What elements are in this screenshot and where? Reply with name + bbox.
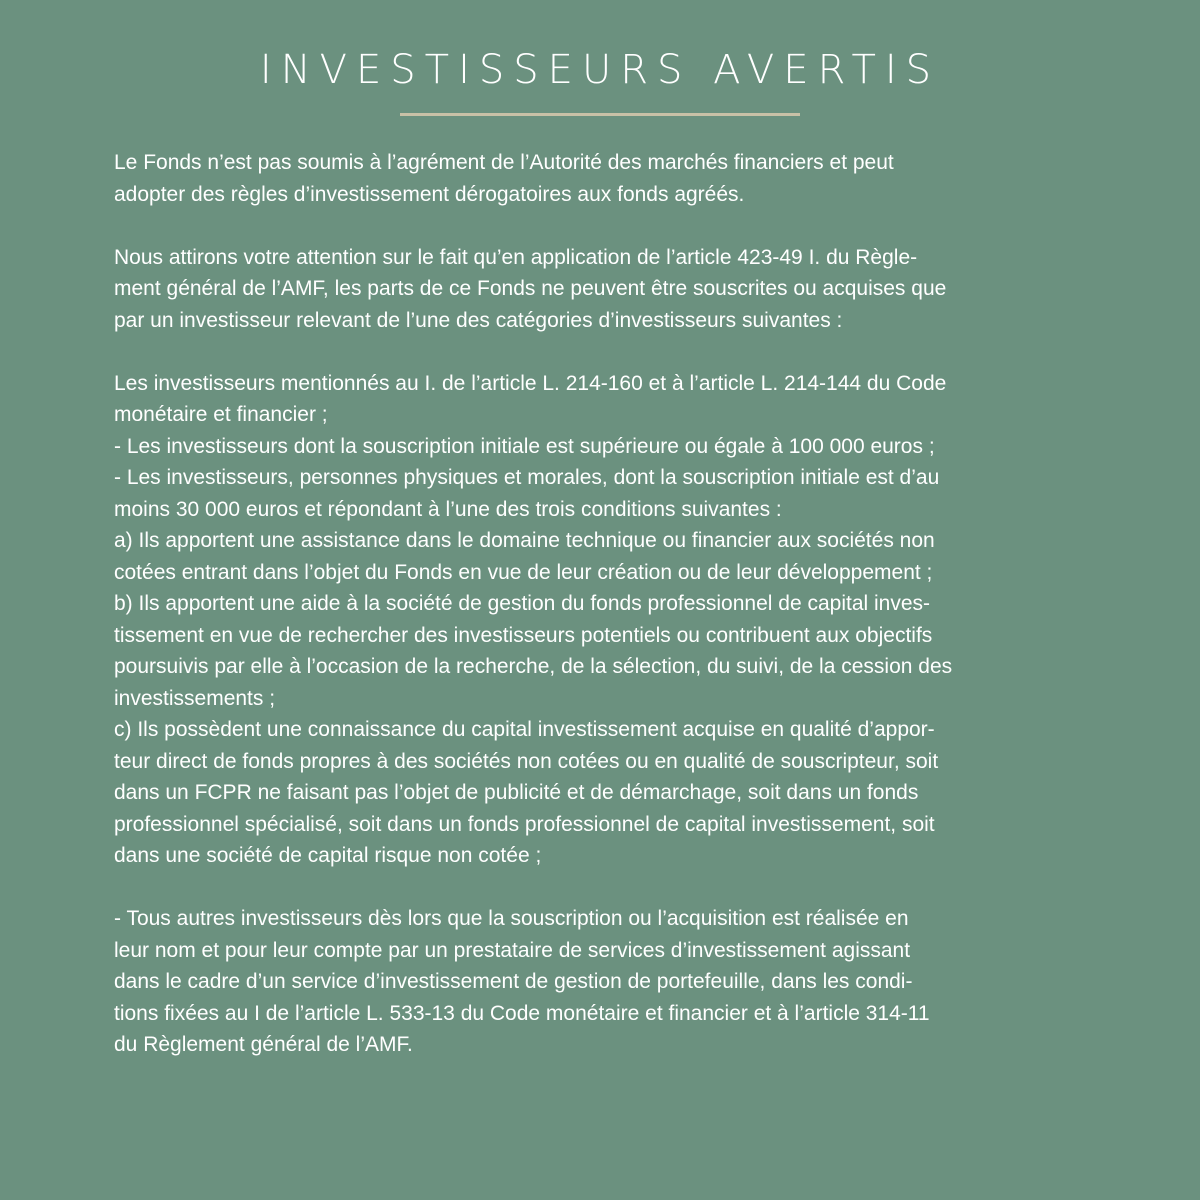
paragraph xyxy=(114,147,1094,210)
text-line: ment général de l’AMF, les parts de ce Fonds ne peuvent être souscrites ou acquises que xyxy=(114,277,947,300)
text-line: c) Ils possèdent une connaissance du capital investissement acquise en qualité d’appor- xyxy=(114,718,935,741)
text-line: - Tous autres investisseurs dès lors que la souscription ou l’acquisition est réalisée en xyxy=(114,907,909,930)
title-divider xyxy=(400,113,800,116)
body-text xyxy=(114,147,1094,1061)
text-line: adopter des règles d’investissement dérogatoires aux fonds agréés. xyxy=(114,182,745,206)
text-line: Le Fonds n’est pas soumis à l’agrément de l’Autorité des marchés financiers et peut xyxy=(114,151,894,174)
text-line: dans le cadre d’un service d’investissement de gestion de portefeuille, dans les condi- xyxy=(114,970,913,993)
text-line: dans un FCPR ne faisant pas l’objet de publicité et de démarchage, soit dans un fonds xyxy=(114,781,919,804)
text-line: monétaire et financier ; xyxy=(114,403,328,426)
paragraph-gap xyxy=(114,336,1094,368)
paragraph-gap xyxy=(114,872,1094,904)
paragraph xyxy=(114,903,1094,1061)
paragraph-gap xyxy=(114,210,1094,242)
text-line: moins 30 000 euros et répondant à l’une des trois conditions suivantes : xyxy=(114,497,782,521)
text-line: par un investisseur relevant de l’une des catégories d’investisseurs suivantes : xyxy=(114,308,843,332)
text-line: professionnel spécialisé, soit dans un fonds professionnel de capital investissement, soit xyxy=(114,812,935,836)
paragraph xyxy=(114,368,1094,872)
text-line: poursuivis par elle à l’occasion de la recherche, de la sélection, du suivi, de la cession des xyxy=(114,655,953,678)
page-title: INVESTISSEURS AVERTIS xyxy=(259,47,941,93)
text-line: Nous attirons votre attention sur le fait qu’en application de l’article 423-49 I. du Règle- xyxy=(114,245,918,269)
text-line: a) Ils apportent une assistance dans le domaine technique ou financier aux sociétés non xyxy=(114,529,935,552)
text-line: b) Ils apportent une aide à la société de gestion du fonds professionnel de capital inves- xyxy=(114,592,931,615)
text-line: tions fixées au I de l’article L. 533-13 du Code monétaire et financier et à l’article 314-11 xyxy=(114,1001,930,1025)
text-line: teur direct de fonds propres à des sociétés non cotées ou en qualité de souscripteur, soit xyxy=(114,749,939,773)
text-line: - Les investisseurs, personnes physiques et morales, dont la souscription initiale est d’au xyxy=(114,466,940,489)
text-line: cotées entrant dans l’objet du Fonds en vue de leur création ou de leur développement ; xyxy=(114,560,933,584)
text-line: tissement en vue de rechercher des investisseurs potentiels ou contribuent aux objectifs xyxy=(114,623,933,647)
text-line: Les investisseurs mentionnés au I. de l’article L. 214-160 et à l’article L. 214-144 du Code xyxy=(114,371,947,395)
paragraph xyxy=(114,242,1094,337)
text-line: dans une société de capital risque non cotée ; xyxy=(114,844,542,867)
text-line: investissements ; xyxy=(114,686,276,710)
text-line: leur nom et pour leur compte par un prestataire de services d’investissement agissant xyxy=(114,938,911,962)
text-line: du Règlement général de l’AMF. xyxy=(114,1033,413,1056)
text-line: - Les investisseurs dont la souscription initiale est supérieure ou égale à 100 000 euros ; xyxy=(114,434,935,458)
